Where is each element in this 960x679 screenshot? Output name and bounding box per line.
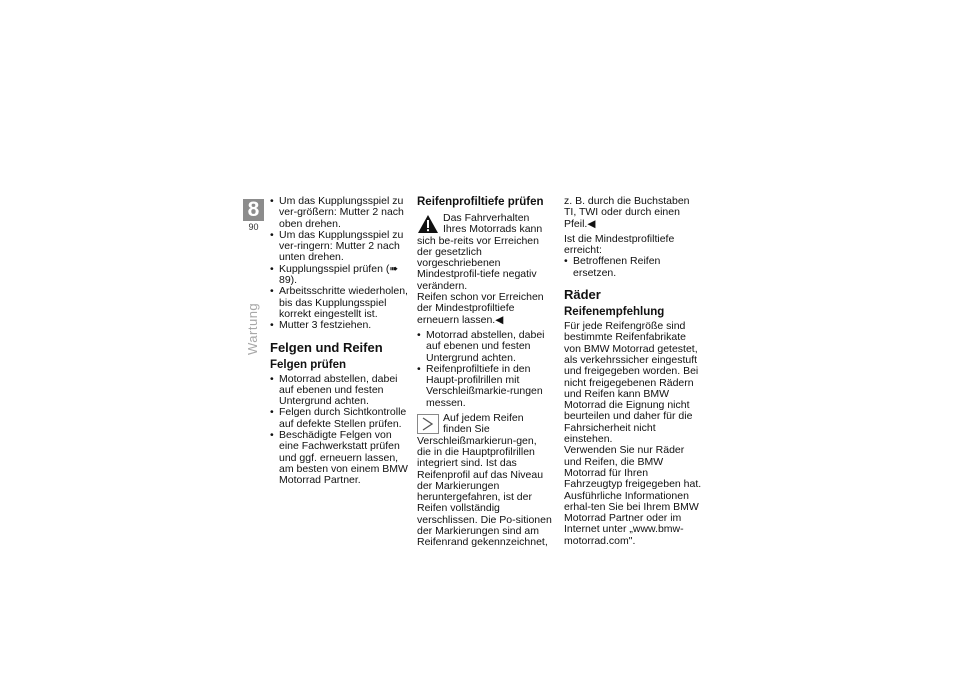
tread-check-list — [417, 330, 553, 409]
list-item: • Um das Kupplungsspiel zu ver-ringern: Mutter 2 nach unten drehen. — [270, 230, 410, 264]
page-number: 90 — [243, 221, 264, 233]
paragraph: Ausführliche Informationen erhal-ten Sie bei Ihrem BMW Motorrad Partner oder im Internet unter „www.bmw-motorrad.com". — [564, 489, 699, 547]
warning-text: Das Fahrverhalten Ihres Motorrads kann sich be-reits vor Erreichen der gesetzlich vorgeschriebenen Mindestprofil-tiefe negativ verändern. — [417, 212, 543, 292]
subsection-heading: Reifenprofiltiefe prüfen — [417, 196, 544, 208]
condition-text: Ist die Mindestprofiltiefe erreicht: — [564, 232, 675, 257]
list-item: • Motorrad abstellen, dabei auf ebenen und festen Untergrund achten. — [270, 374, 410, 408]
column-2 — [417, 196, 553, 549]
warning-triangle-icon — [417, 214, 439, 234]
section-heading: Räder — [564, 287, 601, 303]
chapter-tab — [243, 199, 264, 233]
list-item: • Mutter 3 festziehen. — [270, 320, 410, 331]
paragraph: Für jede Reifengröße sind bestimmte Reifenfabrikate von BMW Motorrad getestet, als verkehrssicher eingestuft und freigegeben worden. Bei nicht freigegebenen Rädern und Reifen kann BMW Motorrad die Eignung nicht beurteilen und daher für die Fahrsicherheit nicht einstehen. — [564, 320, 699, 446]
note-block — [417, 413, 553, 549]
list-item: • Arbeitsschritte wiederholen, bis das Kupplungsspiel korrekt eingestellt ist. — [270, 286, 410, 320]
subsection-heading: Reifenempfehlung — [564, 306, 665, 319]
paragraph: Verwenden Sie nur Räder und Reifen, die BMW Motorrad für Ihren Fahrzeugtyp freigegeben hat. — [564, 444, 702, 491]
warning-text-2: Reifen schon vor Erreichen der Mindestprofiltiefe erneuern lassen.◀ — [417, 291, 544, 326]
clutch-steps-list — [270, 196, 410, 332]
column-3 — [564, 196, 704, 547]
column-1 — [270, 196, 410, 487]
continued-text: z. B. durch die Buchstaben TI, TWI oder durch einen Pfeil.◀ — [564, 195, 690, 230]
chapter-number: 8 — [247, 198, 260, 221]
note-icon — [417, 414, 439, 434]
subsection-heading: Felgen prüfen — [270, 358, 347, 371]
list-item: • Betroffenen Reifen ersetzen. — [564, 256, 704, 279]
note-text: Auf jedem Reifen finden Sie Verschleißmarkierun-gen, die in die Hauptprofilrillen integriert sind. Ist das Reifenprofil auf das Niveau der Markierungen heruntergefahren, ist der Reifen vollständig verschlissen. Die Po-sitionen der Markierungen sind am Reifenrand gekennzeichnet, — [417, 412, 552, 549]
list-item: • Um das Kupplungsspiel zu ver-größern: Mutter 2 nach oben drehen. — [270, 196, 410, 230]
list-item: • Kupplungsspiel prüfen (➠ 89). — [270, 264, 410, 287]
section-label: Wartung — [245, 302, 260, 355]
rim-check-list — [270, 374, 410, 487]
section-heading: Felgen und Reifen — [270, 339, 383, 355]
list-item: • Motorrad abstellen, dabei auf ebenen und festen Untergrund achten. — [417, 330, 553, 364]
replace-list — [564, 256, 704, 279]
list-item: • Felgen durch Sichtkontrolle auf defekte Stellen prüfen. — [270, 407, 410, 430]
warning-block — [417, 213, 553, 326]
list-item: • Beschädigte Felgen von eine Fachwerkstatt prüfen und ggf. erneuern lassen, am besten von einem BMW Motorrad Partner. — [270, 430, 410, 486]
list-item: • Reifenprofiltiefe in den Haupt-profilrillen mit Verschleißmarkie-rungen messen. — [417, 364, 553, 409]
